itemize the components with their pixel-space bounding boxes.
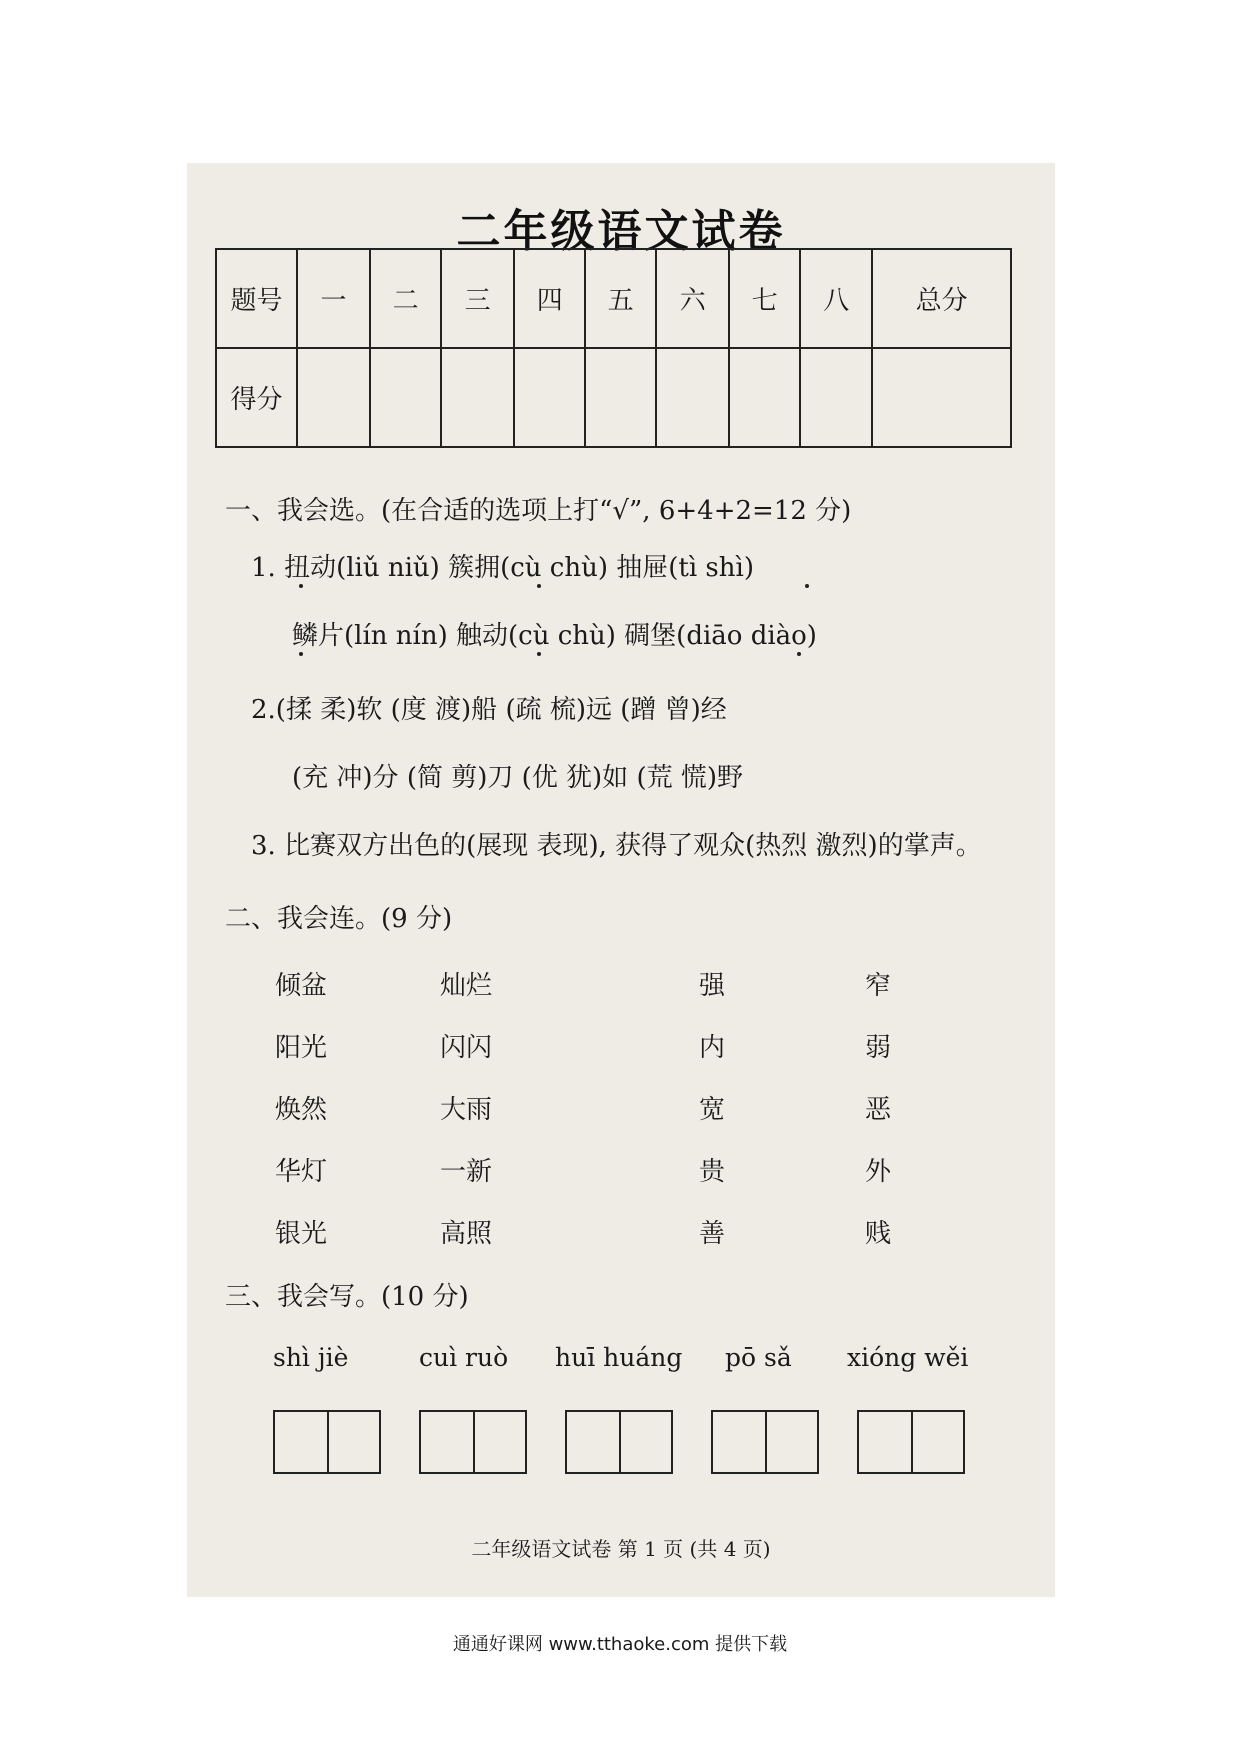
match-char[interactable]: 外 (865, 1157, 892, 1187)
pinyin-label: huī huáng (555, 1343, 683, 1372)
score-table (215, 248, 1012, 448)
emphasis-dot (797, 652, 801, 656)
match-char[interactable]: 内 (699, 1033, 726, 1063)
section3-title: 三、我会写。(10 分) (225, 1282, 469, 1312)
match-word[interactable]: 银光 (275, 1219, 328, 1249)
emphasis-dot (537, 584, 541, 588)
match-char[interactable]: 宽 (699, 1095, 726, 1125)
score-header-cell: 三 (441, 249, 514, 348)
score-header-cell: 五 (585, 249, 656, 348)
match-word[interactable]: 灿烂 (440, 971, 493, 1001)
score-input-cell[interactable] (656, 348, 729, 447)
match-char[interactable]: 弱 (865, 1033, 892, 1063)
score-input-cell[interactable] (441, 348, 514, 447)
writing-box[interactable] (419, 1410, 527, 1474)
emphasis-dot (299, 584, 303, 588)
q2-line2: (充 冲)分 (简 剪)刀 (优 犹)如 (荒 慌)野 (292, 763, 744, 793)
score-input-cell[interactable] (514, 348, 585, 447)
pinyin-label: shì jiè (273, 1343, 349, 1372)
writing-box[interactable] (857, 1410, 965, 1474)
exam-title: 二年级语文试卷 (456, 206, 786, 257)
exam-paper (187, 163, 1055, 1597)
writing-box[interactable] (565, 1410, 673, 1474)
score-header-cell: 八 (800, 249, 872, 348)
section2-title: 二、我会连。(9 分) (225, 904, 453, 934)
score-input-cell[interactable] (872, 348, 1011, 447)
match-word[interactable]: 高照 (440, 1219, 493, 1249)
match-word[interactable]: 阳光 (275, 1033, 328, 1063)
pinyin-label: xióng wěi (847, 1343, 969, 1372)
page-footer: 二年级语文试卷 第 1 页 (共 4 页) (471, 1537, 771, 1561)
score-header-cell: 一 (297, 249, 370, 348)
score-input-cell[interactable] (585, 348, 656, 447)
match-char[interactable]: 贵 (699, 1157, 726, 1187)
match-word[interactable]: 华灯 (275, 1157, 328, 1187)
section1-title: 一、我会选。(在合适的选项上打“√”, 6+4+2=12 分) (225, 496, 852, 526)
score-header-cell: 七 (729, 249, 800, 348)
score-header-cell: 六 (656, 249, 729, 348)
emphasis-dot (805, 584, 809, 588)
match-word[interactable]: 大雨 (440, 1095, 493, 1125)
match-word[interactable]: 倾盆 (275, 971, 328, 1001)
score-header-cell: 题号 (216, 249, 297, 348)
score-input-cell[interactable] (729, 348, 800, 447)
match-char[interactable]: 恶 (865, 1095, 892, 1125)
score-row-label: 得分 (216, 348, 297, 447)
match-word[interactable]: 闪闪 (440, 1033, 493, 1063)
q1-line2: 鳞片(lín nín) 触动(cù chù) 碉堡(diāo diào) (292, 621, 817, 651)
writing-box[interactable] (273, 1410, 381, 1474)
match-word[interactable]: 一新 (440, 1157, 493, 1187)
writing-box[interactable] (711, 1410, 819, 1474)
match-char[interactable]: 强 (699, 971, 726, 1001)
score-table-header-row (216, 249, 1011, 348)
pinyin-label: pō sǎ (725, 1343, 792, 1372)
match-char[interactable]: 窄 (865, 971, 892, 1001)
score-table-score-row (216, 348, 1011, 447)
score-input-cell[interactable] (370, 348, 441, 447)
match-word[interactable]: 焕然 (275, 1095, 328, 1125)
score-header-cell: 总分 (872, 249, 1011, 348)
q3-line: 3. 比赛双方出色的(展现 表现), 获得了观众(热烈 激烈)的掌声。 (251, 831, 982, 861)
emphasis-dot (537, 652, 541, 656)
q1-line1: 1. 扭动(liǔ niǔ) 簇拥(cù chù) 抽屉(tì shì) (251, 553, 754, 583)
q2-line1: 2.(揉 柔)软 (度 渡)船 (疏 梳)远 (蹭 曾)经 (251, 695, 727, 725)
emphasis-dot (299, 652, 303, 656)
score-input-cell[interactable] (800, 348, 872, 447)
score-header-cell: 二 (370, 249, 441, 348)
pinyin-label: cuì ruò (419, 1343, 509, 1372)
site-footer: 通通好课网 www.tthaoke.com 提供下载 (452, 1634, 788, 1655)
score-header-cell: 四 (514, 249, 585, 348)
match-char[interactable]: 贱 (865, 1219, 892, 1249)
match-char[interactable]: 善 (699, 1219, 726, 1249)
score-input-cell[interactable] (297, 348, 370, 447)
